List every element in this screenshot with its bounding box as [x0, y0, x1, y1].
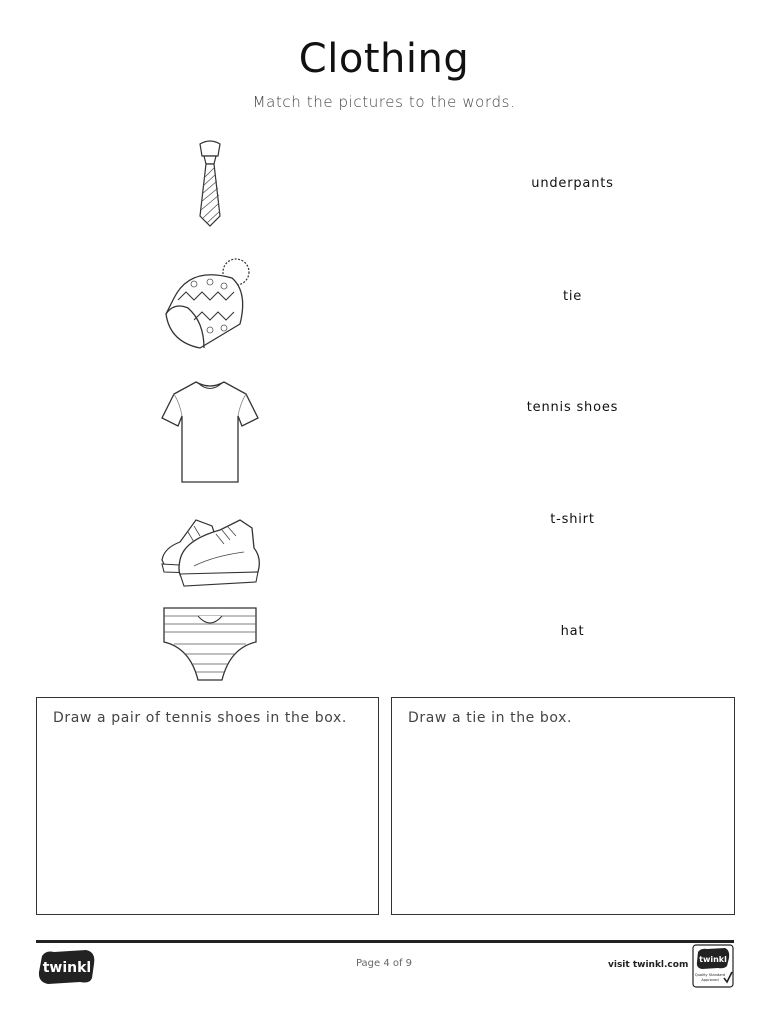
svg-text:Quality Standard: Quality Standard — [694, 973, 726, 977]
tennis-shoes-icon — [158, 512, 262, 590]
page-number: Page 4 of 9 — [355, 958, 413, 969]
t-shirt-icon — [158, 378, 262, 486]
word-option: t-shirt — [550, 512, 595, 527]
word-option: tie — [562, 289, 583, 304]
hat-picture — [150, 252, 270, 352]
hat-icon — [160, 252, 260, 352]
svg-text:twinkl: twinkl — [699, 955, 727, 964]
drawing-box-label: Draw a pair of tennis shoes in the box. — [53, 710, 347, 726]
drawing-box-tennis-shoes[interactable] — [36, 697, 379, 915]
underpants-picture — [150, 604, 270, 684]
page-title: Clothing — [298, 36, 470, 82]
website-link[interactable]: visit twinkl.com — [608, 960, 689, 970]
tennis-shoes-picture — [150, 512, 270, 590]
t-shirt-picture — [150, 378, 270, 486]
word-option: underpants — [531, 176, 614, 191]
instructions: Match the pictures to the words. — [252, 93, 516, 111]
tie-icon — [190, 138, 230, 228]
word-option: hat — [560, 624, 585, 639]
underpants-icon — [160, 604, 260, 684]
drawing-box-tie[interactable] — [391, 697, 735, 915]
word-option: tennis shoes — [526, 400, 619, 415]
svg-text:Approved: Approved — [701, 978, 719, 982]
drawing-box-label: Draw a tie in the box. — [408, 710, 573, 726]
footer-divider — [36, 940, 734, 943]
tie-picture — [150, 138, 270, 228]
quality-standard-badge — [692, 944, 734, 988]
svg-text:twinkl: twinkl — [42, 960, 92, 976]
